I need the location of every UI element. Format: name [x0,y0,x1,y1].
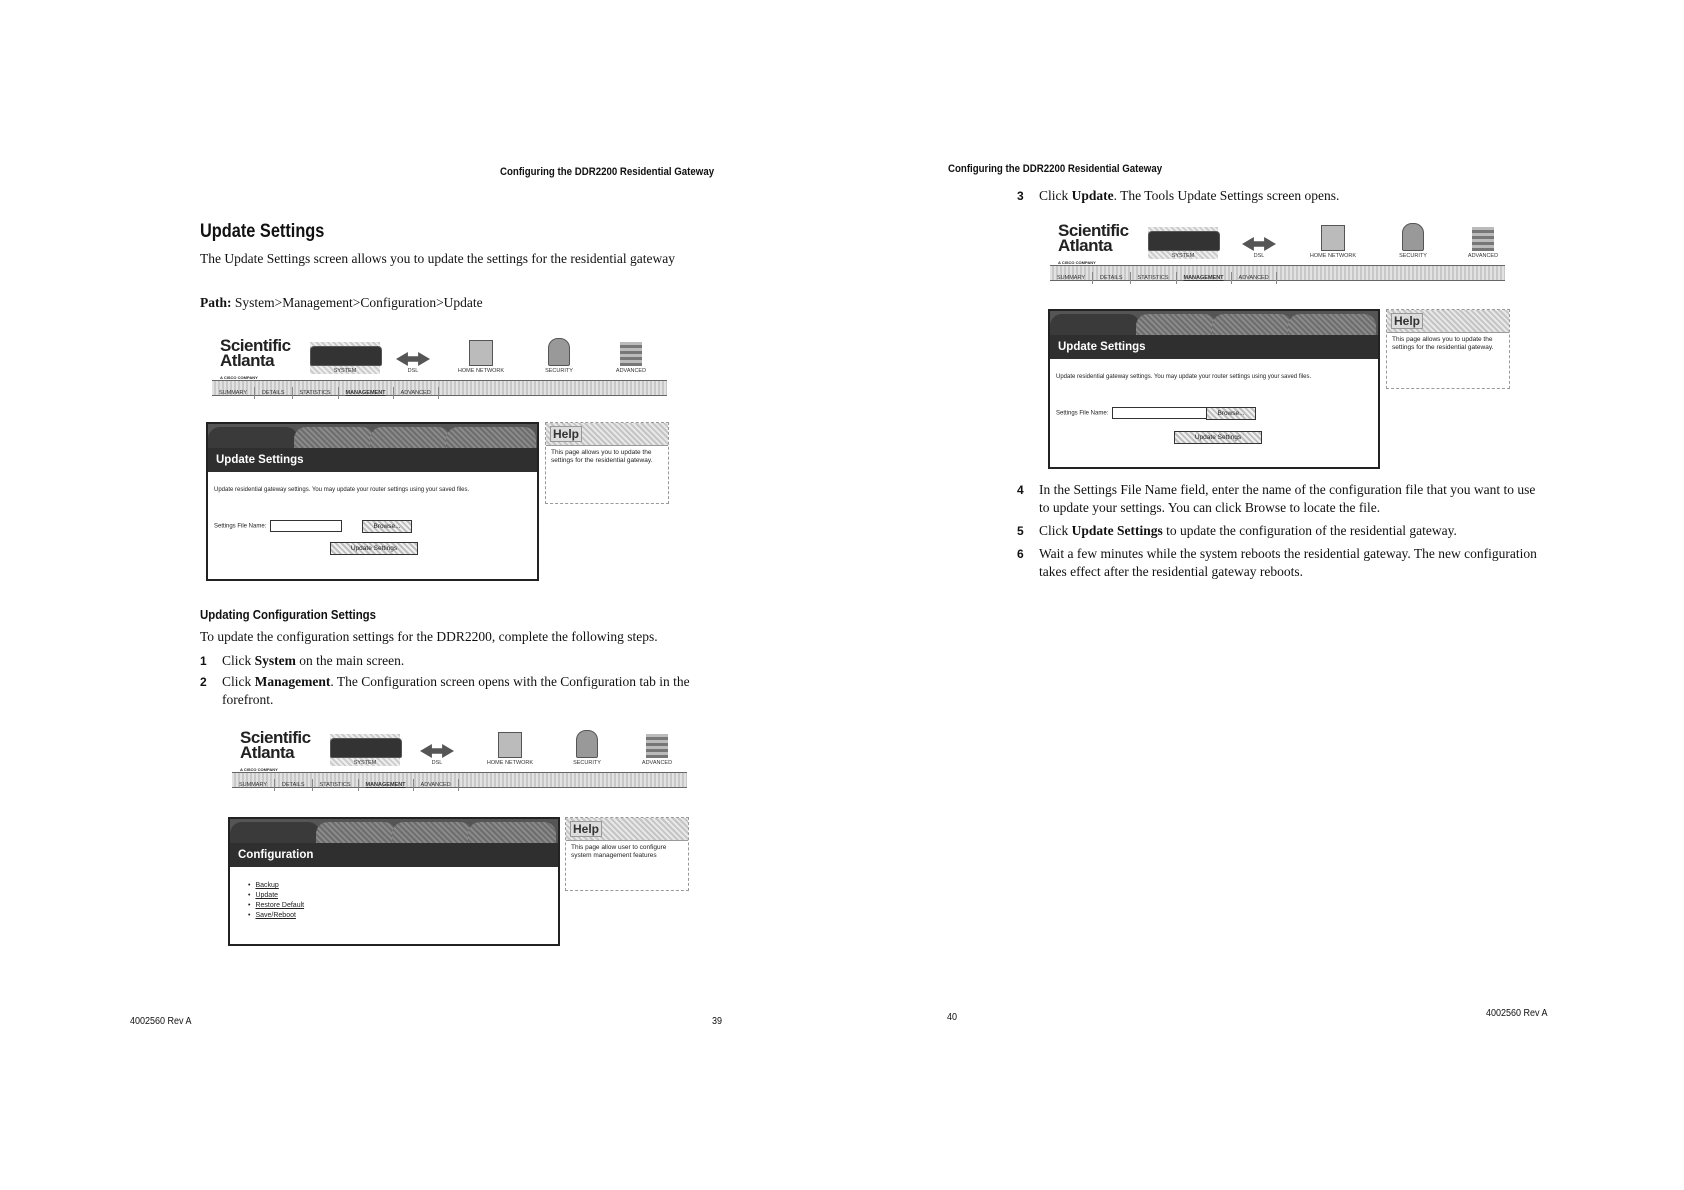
sub-nav [212,380,667,396]
arrows-icon [1242,237,1276,251]
main-nav [330,722,687,770]
nav-security[interactable] [524,338,594,374]
path-label: Path: [200,295,232,310]
settings-file-label: Settings File Name: [1056,410,1109,417]
footer-page-number: 40 [947,1012,958,1023]
step-text: Wait a few minutes while the system reboots the residential gateway. The new configuration takes effect after the residential gateway reboots. [1039,546,1537,579]
panel-tabs [1050,311,1378,337]
router-icon [1148,231,1220,251]
tab-configuration[interactable] [208,427,298,449]
tab-4[interactable] [1288,314,1376,336]
nav-label: DSL [407,368,419,374]
arrows-icon [396,352,430,366]
nav-label: SYSTEM [353,760,377,766]
scientific-atlanta-logo [240,730,311,777]
nav-label: HOME NETWORK [1309,253,1357,259]
logo-subtitle: A CISCO COMPANY [240,767,278,772]
subnav-summary[interactable]: SUMMARY [212,387,255,399]
nav-label: ADVANCED [615,368,647,374]
logo-line-1: Scientific [220,336,291,355]
step-number: 6 [1017,547,1024,561]
subnav-management[interactable]: MANAGEMENT [339,387,394,399]
running-head: Configuring the DDR2200 Residential Gateway [500,166,715,178]
lock-icon [1402,223,1424,251]
nav-home-network[interactable] [446,340,516,374]
footer-doc-number: 4002560 Rev A [1486,1008,1548,1019]
link-restore-default[interactable]: • Restore Default [248,901,304,911]
sub-nav [1050,265,1505,281]
steps-intro: To update the configuration settings for the DDR2200, complete the following steps. [200,629,658,644]
nav-label: ADVANCED [641,760,673,766]
nav-label: SYSTEM [1171,253,1195,259]
help-box-3 [1386,309,1510,389]
subnav-advanced[interactable]: ADVANCED [394,387,439,399]
panel-tabs [230,819,558,845]
step-number: 2 [200,675,207,689]
lock-icon [548,338,570,366]
help-title: Help [1391,313,1423,329]
lock-icon [576,730,598,758]
panel-tabs [208,424,537,450]
subnav-summary[interactable]: SUMMARY [232,779,275,791]
nav-label: DSL [1253,253,1265,259]
nav-dsl[interactable] [402,744,472,766]
step-number: 1 [200,654,207,668]
path-value: System>Management>Configuration>Update [234,295,483,310]
help-header [1387,310,1509,333]
step-3 [1017,187,1559,205]
subnav-statistics[interactable]: STATISTICS [293,387,339,399]
computer-icon [498,732,522,758]
step-number: 5 [1017,524,1024,538]
nav-label: SECURITY [573,760,601,766]
main-nav [310,330,667,378]
nav-system[interactable] [1148,227,1218,259]
nav-dsl[interactable] [1224,237,1294,259]
logo-line-2: Atlanta [220,351,275,370]
help-box [545,422,669,504]
step-bold: Update Settings [1071,523,1163,538]
tab-configuration[interactable] [1050,314,1140,336]
tab-3[interactable] [370,427,450,449]
help-text: This page allow user to configure system management features [571,844,667,859]
step-bold: Update [1071,188,1114,203]
link-update[interactable]: • Update [248,891,304,901]
subnav-statistics[interactable]: STATISTICS [313,779,359,791]
subsection-title: Updating Configuration Settings [200,607,377,622]
step-text: . The Tools Update Settings screen opens. [1113,188,1340,203]
nav-home-network[interactable] [475,732,545,766]
logo-subtitle: A CISCO COMPANY [220,375,258,380]
logo-line-1: Scientific [240,728,311,747]
computer-icon [469,340,493,366]
step-text: Click [222,653,255,668]
footer-doc-number: 4002560 Rev A [130,1016,192,1027]
logo-subtitle: A CISCO COMPANY [1058,260,1096,265]
subnav-management[interactable]: MANAGEMENT [359,779,414,791]
intro-paragraph: The Update Settings screen allows you to update the settings for the residential gateway [200,251,675,266]
nav-dsl[interactable] [378,352,448,374]
settings-file-input[interactable] [1112,407,1210,419]
nav-system[interactable] [330,734,400,766]
browse-button[interactable]: Browse... [362,520,412,533]
step-4 [1017,481,1539,517]
nav-advanced[interactable] [596,342,666,374]
subnav-advanced[interactable]: ADVANCED [414,779,459,791]
step-text: to update the configuration of the residential gateway. [1162,523,1457,538]
panel-title: Update Settings [216,454,304,466]
subnav-details[interactable]: DETAILS [1093,272,1131,284]
footer-page-number: 39 [712,1016,723,1027]
tab-4[interactable] [468,822,556,844]
logo-line-2: Atlanta [240,743,295,762]
help-text: This page allows you to update the settings for the residential gateway. [1392,336,1494,351]
logo-line-1: Scientific [1058,221,1129,240]
gear-icon [1472,227,1494,251]
help-title: Help [550,426,582,442]
update-settings-button[interactable]: Update Settings [1174,431,1262,444]
settings-file-row [214,520,342,532]
nav-label: SYSTEM [333,368,357,374]
nav-security[interactable] [552,730,622,766]
nav-advanced[interactable] [1448,227,1518,259]
step-text: . The Configuration screen opens with the Configuration tab in the forefront. [222,674,690,707]
nav-home-network[interactable] [1298,225,1368,259]
panel-description: Update residential gateway settings. You may update your router settings using your saved files. [214,487,470,493]
path-line [200,294,720,312]
main-nav [1148,215,1505,263]
step-bold: Management [254,674,331,689]
step-number: 3 [1017,189,1024,203]
step-bold: System [254,653,296,668]
computer-icon [1321,225,1345,251]
subnav-details[interactable]: DETAILS [275,779,313,791]
nav-label: SECURITY [545,368,573,374]
step-text: In the Settings File Name field, enter the name of the configuration file that you want to use to update your settings. You can click Browse to locate the file. [1039,482,1536,515]
router-icon [310,346,382,366]
step-2 [200,673,722,709]
nav-label: ADVANCED [1467,253,1499,259]
step-6 [1017,545,1539,581]
scientific-atlanta-logo [220,338,291,385]
help-header [546,423,668,446]
step-5 [1017,522,1539,540]
nav-advanced[interactable] [622,734,692,766]
tab-2[interactable] [294,427,374,449]
subnav-statistics[interactable]: STATISTICS [1131,272,1177,284]
gear-icon [620,342,642,366]
gear-icon [646,734,668,758]
help-text: This page allows you to update the settings for the residential gateway. [551,449,653,464]
step-text: on the main screen. [295,653,405,668]
settings-file-row [1056,407,1210,419]
nav-security[interactable] [1378,223,1448,259]
configuration-panel [228,817,560,946]
tab-4[interactable] [446,427,536,449]
router-icon [330,738,402,758]
tab-configuration[interactable] [230,822,320,844]
section-title: Update Settings [200,221,325,242]
update-settings-panel-2 [1048,309,1380,469]
tab-3[interactable] [392,822,472,844]
logo-line-2: Atlanta [1058,236,1113,255]
subnav-management[interactable]: MANAGEMENT [1177,272,1232,284]
step-text: Click [1039,188,1072,203]
right-page [842,0,1684,1190]
router-header-screenshot [212,330,667,400]
subnav-advanced[interactable]: ADVANCED [1232,272,1277,284]
tab-2[interactable] [316,822,396,844]
configuration-links [248,881,304,921]
tab-3[interactable] [1212,314,1292,336]
router-header-screenshot-2 [232,722,687,792]
step-1 [200,652,722,670]
nav-label: HOME NETWORK [457,368,505,374]
scientific-atlanta-logo [1058,223,1129,270]
help-title: Help [570,821,602,837]
panel-title: Configuration [238,849,314,861]
nav-label: HOME NETWORK [486,760,534,766]
step-text: Click [1039,523,1072,538]
step-number: 4 [1017,483,1024,497]
settings-file-input[interactable] [270,520,342,532]
browse-button[interactable]: Browse... [1206,407,1256,420]
settings-file-label: Settings File Name: [214,523,267,530]
subnav-details[interactable]: DETAILS [255,387,293,399]
running-head: Configuring the DDR2200 Residential Gateway [948,163,1163,175]
arrows-icon [420,744,454,758]
sub-nav [232,772,687,788]
update-settings-panel [206,422,539,581]
update-settings-button[interactable]: Update Settings [330,542,418,555]
nav-system[interactable] [310,342,380,374]
help-box-2 [565,817,689,891]
panel-title: Update Settings [1058,341,1146,353]
subnav-summary[interactable]: SUMMARY [1050,272,1093,284]
link-backup[interactable]: • Backup [248,881,304,891]
help-header [566,818,688,841]
nav-label: SECURITY [1399,253,1427,259]
tab-2[interactable] [1136,314,1216,336]
panel-description: Update residential gateway settings. You may update your router settings using your saved files. [1056,374,1312,380]
router-header-screenshot-3 [1050,215,1505,285]
link-save-reboot[interactable]: • Save/Reboot [248,911,304,921]
nav-label: DSL [431,760,443,766]
step-text: Click [222,674,255,689]
